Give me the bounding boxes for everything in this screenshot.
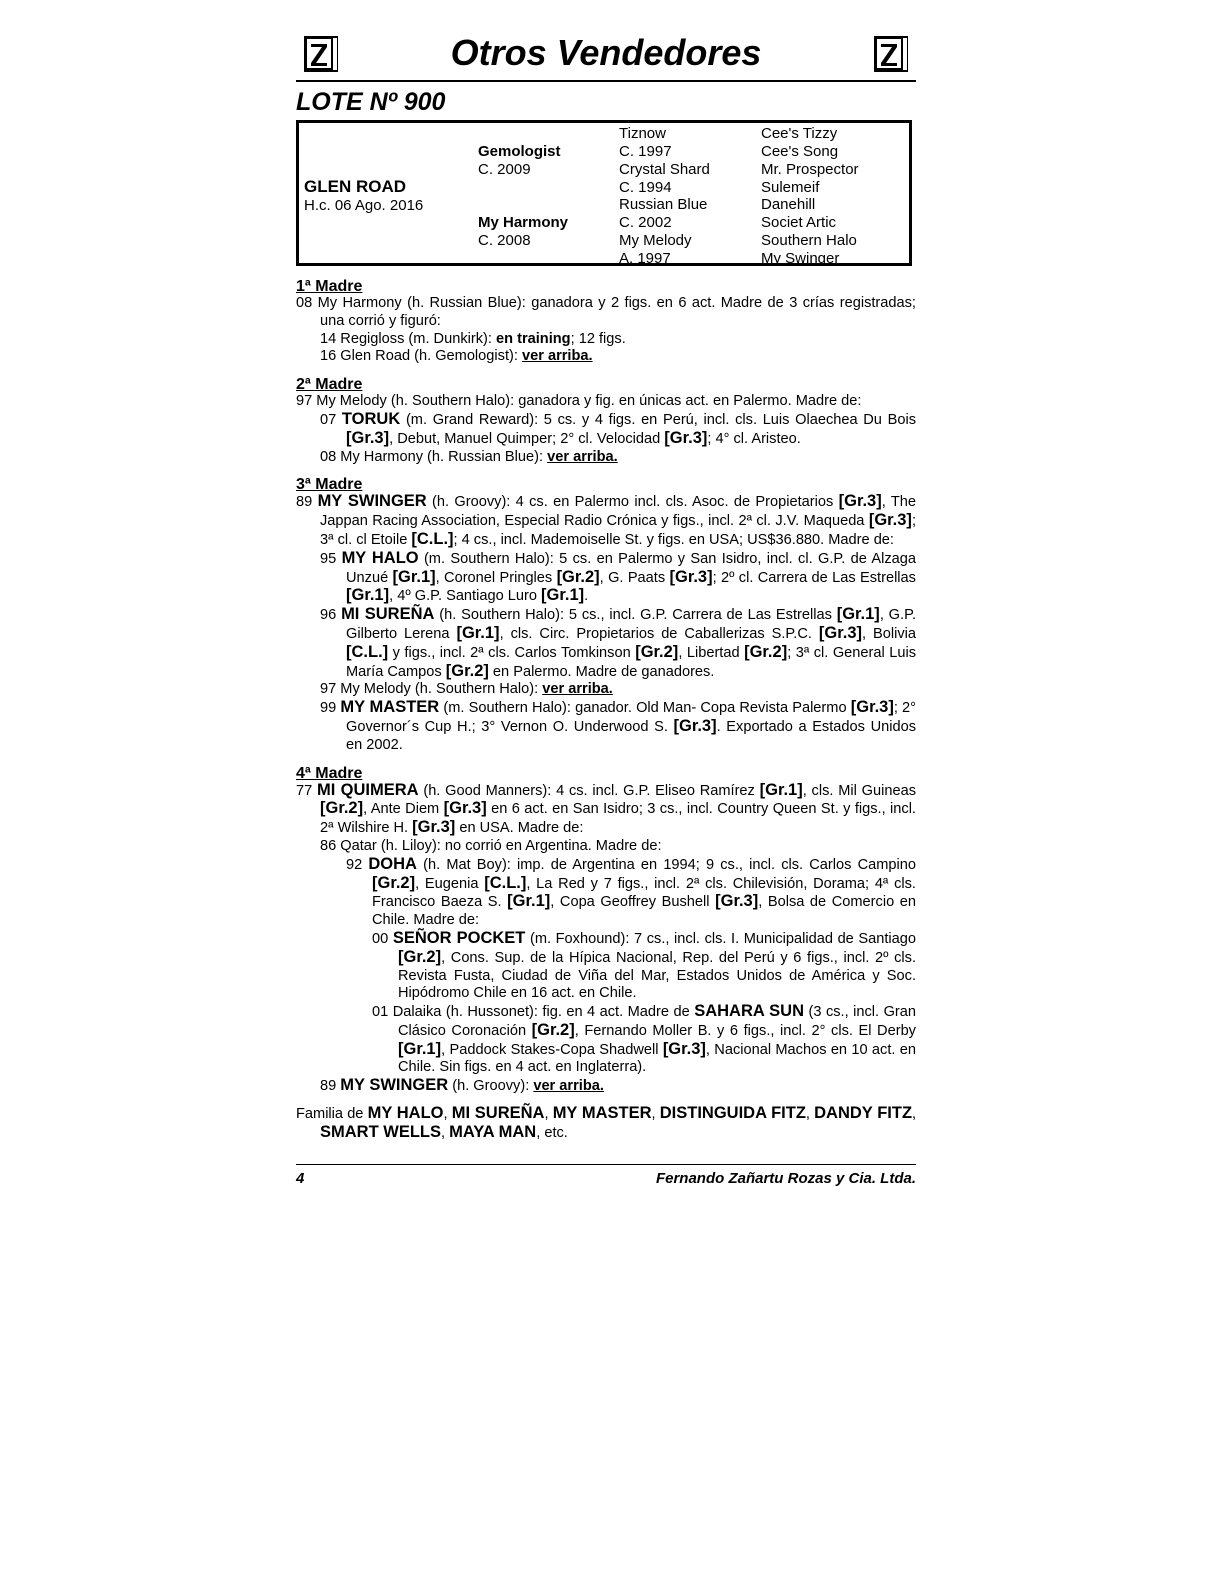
sire-info: C. 2009 [478,161,531,178]
dam-entry: 77 MI QUIMERA (h. Good Manners): 4 cs. incl. G.P. Eliseo Ramírez [Gr.1], cls. Mil Guineas [Gr.2], Ante Diem [Gr.3] en 6 act. en San Isidro; 3 cs., incl. Country Queen St. y figs., incl. 2ª Wilshire H. [Gr.3] en USA. Madre de: [296,780,916,837]
horse-info: H.c. 06 Ago. 2016 [304,197,424,214]
see-above-link: ver arriba. [547,448,618,465]
produce-entry: 96 MI SUREÑA (h. Southern Halo): 5 cs., incl. G.P. Carrera de Las Estrellas [Gr.1], G.P. Gilberto Lerena [Gr.1], cls. Circ. Propietarios de Caballerizas S.P.C. [Gr.3], Bolivia [C.L.] y figs., incl. 2ª cls. Carlos Tomkinson [Gr.2], Libertad [Gr.2]; 3ª cl. General Luis María Campos [Gr.2] en Palermo. Madre de ganadores. [320,605,917,680]
dam-entry: 97 My Melody (h. Southern Halo): ganadora y fig. en únicas act. en Palermo. Madre de: [296,393,862,410]
great-grandparent: Southern Halo [761,232,857,249]
see-above-link: ver arriba. [542,681,613,698]
section-heading: 2ª Madre [296,376,363,394]
lot-number: LOTE Nº 900 [296,88,446,116]
dam-name: My Harmony [478,214,569,231]
great-grandparent: Societ Artic [761,214,837,231]
produce-entry: 86 Qatar (h. Liloy): no corrió en Argentina. Madre de: [320,837,662,854]
produce-entry: 89 MY SWINGER (h. Groovy): ver arriba. [320,1076,604,1095]
third-dam-section [296,476,916,754]
page-title: Otros Vendedores [450,32,762,73]
great-grandparent: Mr. Prospector [761,161,859,178]
granddam-1-info: C. 1994 [619,179,672,196]
produce-entry: 08 My Harmony (h. Russian Blue): ver arriba. [320,448,618,465]
company-name: Fernando Zañartu Rozas y Cia. Ltda. [655,1170,916,1187]
sire-name: Gemologist [478,143,561,160]
second-dam-section [296,376,916,466]
document-page [296,30,916,1157]
pedigree-table [296,120,912,266]
grandsire-1-info: C. 1997 [619,143,672,160]
great-grandparent: Cee's Song [761,143,839,160]
family-line: Familia de MY HALO, MI SUREÑA, MY MASTER, DISTINGUIDA FITZ, DANDY FITZ, SMART WELLS, MAYA MAN, etc. [296,1104,917,1142]
fourth-dam-section [296,765,916,1097]
dam-info: C. 2008 [478,232,531,249]
produce-entry: 92 DOHA (h. Mat Boy): imp. de Argentina en 1994; 9 cs., incl. cls. Carlos Campino [Gr.2], Eugenia [C.L.], La Red y 7 figs., incl. 2ª cls. Chilevisión, Dorama; 4ª cls. Francisco Baeza S. [Gr.1], Copa Geoffrey Bushell [Gr.3], Bolsa de Comercio en Chile. Madre de: [346,854,916,929]
great-grandparent: Cee's Tizzy [761,125,838,142]
produce-entry: 99 MY MASTER (m. Southern Halo): ganador. Old Man- Copa Revista Palermo [Gr.3]; 2° Governor´s Cup H.; 3° Vernon O. Underwood S. [Gr.3]. Exportado a Estados Unidos en 2002. [320,698,917,753]
page-footer [296,1164,916,1189]
dam-entry: 08 My Harmony (h. Russian Blue): ganadora y 2 figs. en 6 act. Madre de 3 crías registradas; una corrió y figuró: [296,295,916,329]
section-heading: 3ª Madre [296,476,363,494]
grandsire-1: Tiznow [619,125,666,142]
produce-entry: 14 Regigloss (m. Dunkirk): en training; 12 figs. [320,330,626,347]
produce-entry: 95 MY HALO (m. Southern Halo): 5 cs. en Palermo y San Isidro, incl. cl. G.P. de Alzaga Unzué [Gr.1], Coronel Pringles [Gr.2], G. Paats [Gr.3]; 2º cl. Carrera de Las Estrellas [Gr.1], 4º G.P. Santiago Luro [Gr.1]. [320,548,916,605]
great-grandparent: Sulemeif [761,179,820,196]
produce-entry: 00 SEÑOR POCKET (m. Foxhound): 7 cs., incl. cls. I. Municipalidad de Santiago [Gr.2], Cons. Sup. de la Hípica Nacional, Rep. del Perú y 6 figs., incl. 2º cls. Revista Fusta, Ciudad de Viña del Mar, Estados Unidos de América y Soc. Hipódromo Chile en 16 act. en Chile. [372,928,916,1002]
first-dam-section [296,278,916,366]
produce-entry: 16 Glen Road (h. Gemologist): ver arriba. [320,348,593,365]
page-number: 4 [296,1170,305,1187]
produce-entry: 01 Dalaika (h. Hussonet): fig. en 4 act. Madre de SAHARA SUN (3 cs., incl. Gran Clásico Coronación [Gr.2], Fernando Moller B. y 6 figs., incl. 2° cls. El Derby [Gr.1], Paddock Stakes-Copa Shadwell [Gr.3], Nacional Machos en 10 act. en Chile. Sin figs. en 4 act. en Inglaterra). [372,1002,917,1076]
produce-entry: 07 TORUK (m. Grand Reward): 5 cs. y 4 figs. en Perú, incl. cls. Luis Olaechea Du Bois [Gr.3], Debut, Manuel Quimper; 2° cl. Velocidad [Gr.3]; 4° cl. Aristeo. [320,409,916,447]
grandsire-2-info: C. 2002 [619,214,672,231]
great-grandparent: My Swinger [761,250,840,267]
granddam-2-info: A. 1997 [619,250,671,267]
granddam-1: Crystal Shard [619,161,710,178]
section-heading: 4ª Madre [296,764,363,782]
grandsire-2: Russian Blue [619,196,708,213]
zr-logo-right-icon [872,34,910,74]
great-grandparent: Danehill [761,196,816,213]
produce-entry: 97 My Melody (h. Southern Halo): ver arriba. [320,681,613,698]
see-above-link: ver arriba. [533,1078,604,1095]
page-header [296,30,916,82]
granddam-2: My Melody [619,232,692,249]
see-above-link: ver arriba. [521,348,593,365]
dam-entry: 89 MY SWINGER (h. Groovy): 4 cs. en Palermo incl. cls. Asoc. de Propietarios [Gr.3], The Jappan Racing Association, Especial Radio Crónica y figs., incl. 2ª cl. J.V. Maqueda [Gr.3]; 3ª cl. cl Etoile [C.L.]; 4 cs., incl. Mademoiselle St. y figs. en USA; US$36.880. Madre de: [296,492,917,548]
horse-name: GLEN ROAD [304,177,406,196]
section-heading: 1ª Madre [296,278,363,295]
